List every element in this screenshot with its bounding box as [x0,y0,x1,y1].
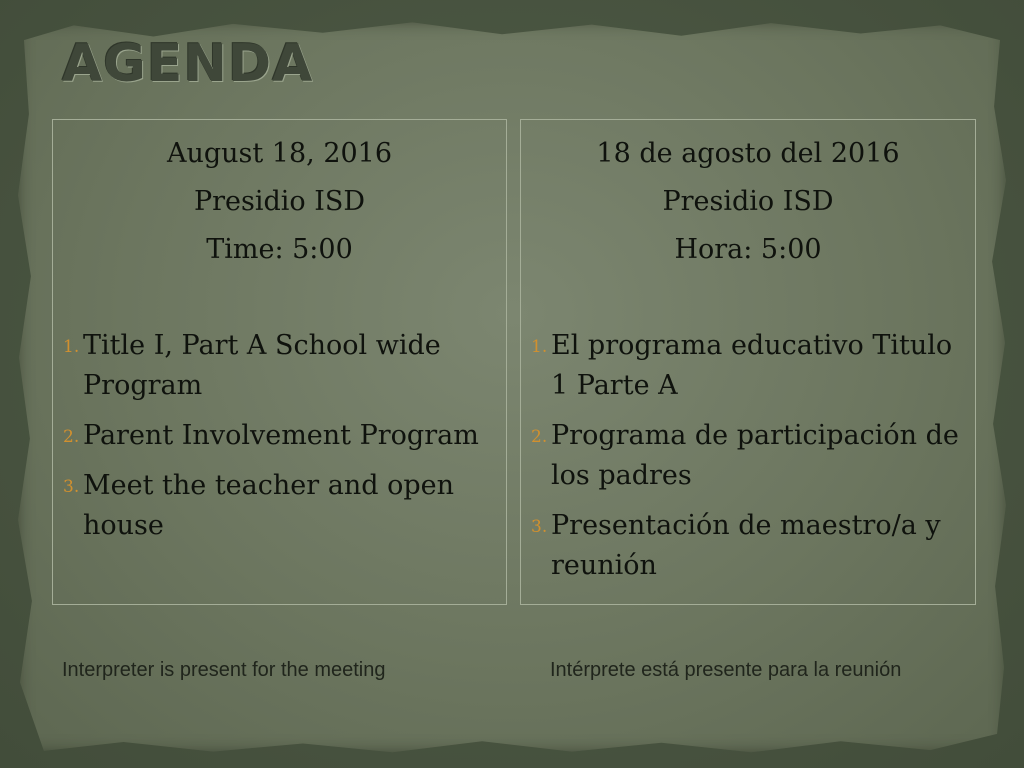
list-item [521,416,975,496]
list-item-text: Meet the teacher and open house [83,470,454,541]
spanish-district: Presidio ISD [662,186,834,217]
english-date: August 18, 2016 [166,138,393,169]
list-item [53,416,506,456]
list-item-text: Parent Involvement Program [83,420,479,451]
english-agenda-box [52,119,507,605]
list-item [53,466,506,546]
list-number: 2. [63,427,80,447]
spanish-agenda-list [521,326,975,596]
list-number: 1. [63,337,80,357]
english-agenda-list [53,326,506,556]
list-item [521,506,975,586]
spanish-date: 18 de agosto del 2016 [596,138,900,169]
list-number: 2. [531,427,548,447]
spanish-time: Hora: 5:00 [674,234,822,265]
list-item-text: Title I, Part A School wide Program [83,330,441,401]
list-item [53,326,506,406]
list-item-text: Programa de participación de los padres [551,420,959,491]
list-number: 1. [531,337,548,357]
interpreter-note-spanish: Intérprete está presente para la reunión [550,659,902,681]
list-item-text: Presentación de maestro/a y reunión [551,510,941,581]
interpreter-note-english: Interpreter is present for the meeting [62,659,386,681]
list-number: 3. [531,517,548,537]
list-number: 3. [63,477,80,497]
slide-title: AGENDA [62,34,314,94]
list-item-text: El programa educativo Titulo 1 Parte A [551,330,953,401]
english-district: Presidio ISD [193,186,366,217]
spanish-agenda-box [520,119,976,605]
english-header [53,120,506,274]
list-item [521,326,975,406]
spanish-header [521,120,975,274]
english-time: Time: 5:00 [206,234,353,265]
